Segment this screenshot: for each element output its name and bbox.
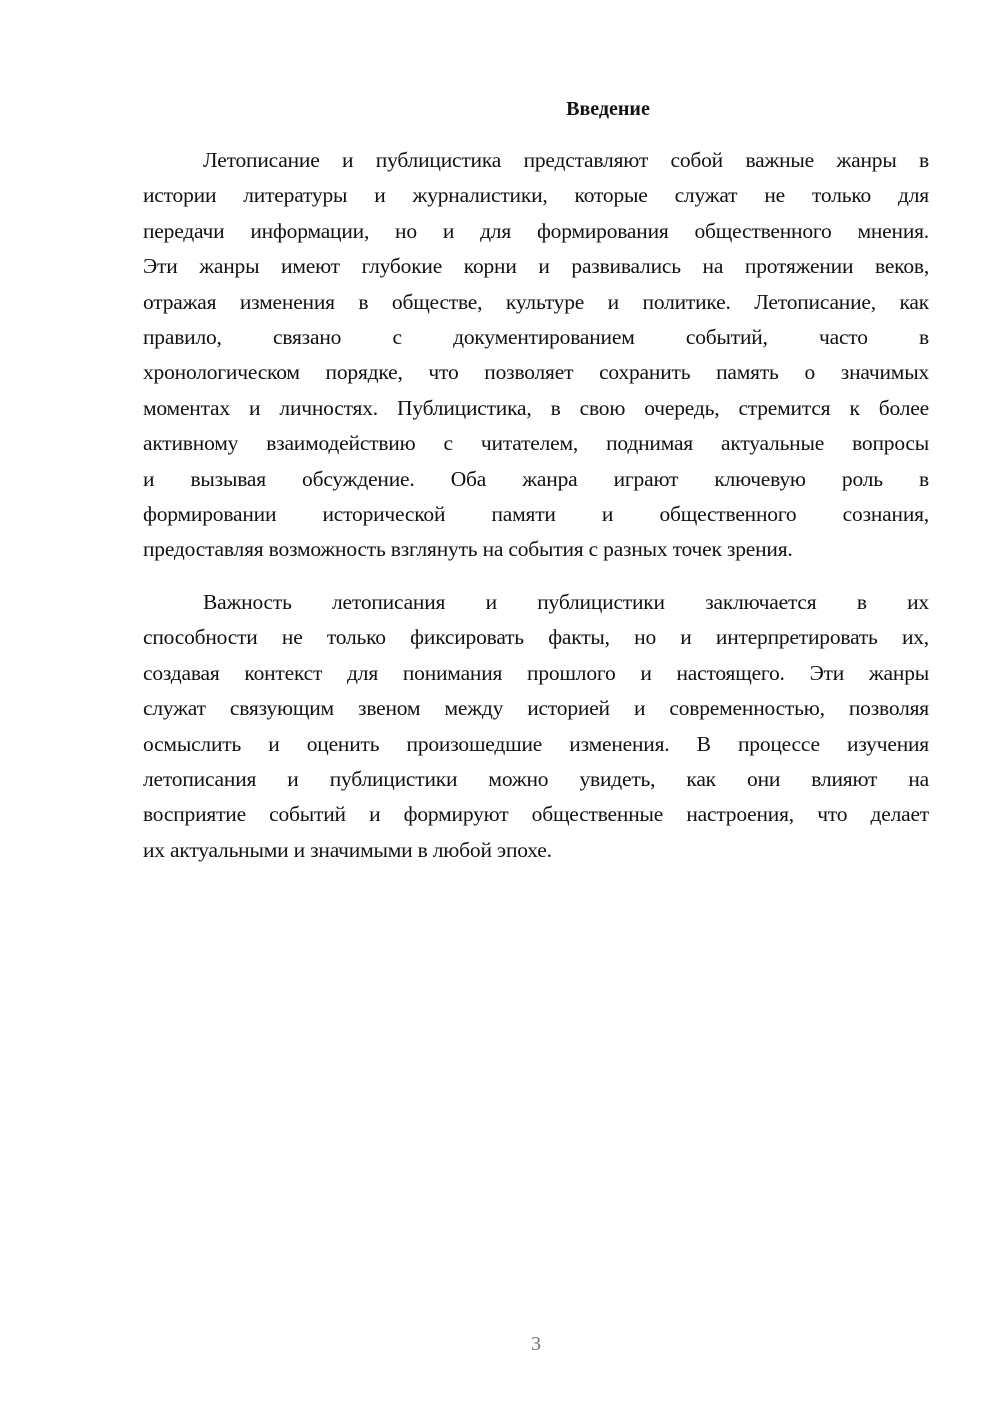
text-line: Эти жанры имеют глубокие корни и развивались на протяжении веков, <box>143 254 929 279</box>
text-line: хронологическом порядке, что позволяет сохранить память о значимых <box>143 360 929 385</box>
text-line: моментах и личностях. Публицистика, в свою очередь, стремится к более <box>143 395 929 420</box>
section-title-text: Введение <box>566 98 650 120</box>
text-line: осмыслить и оценить произошедшие изменения. В процессе изучения <box>143 731 929 756</box>
text-line: истории литературы и журналистики, которые служат не только для <box>143 183 929 208</box>
text-line: Важность летописания и публицистики заключается в их <box>203 590 929 614</box>
text-line: создавая контекст для понимания прошлого и настоящего. Эти жанры <box>143 660 929 685</box>
text-line: и вызывая обсуждение. Оба жанра играют ключевую роль в <box>143 466 929 491</box>
text-line: активному взаимодействию с читателем, поднимая актуальные вопросы <box>143 431 929 456</box>
page-number: 3 <box>531 1333 541 1355</box>
text-line: отражая изменения в обществе, культуре и политике. Летописание, как <box>143 289 929 314</box>
text-line: способности не только фиксировать факты, но и интерпретировать их, <box>143 625 929 650</box>
text-line: формировании исторической памяти и общественного сознания, <box>143 502 929 527</box>
text-line: их актуальными и значимыми в любой эпохе. <box>143 837 552 862</box>
text-line: правило, связано с документированием событий, часто в <box>143 325 929 350</box>
text-line: восприятие событий и формируют общественные настроения, что делает <box>143 802 929 827</box>
text-line: Летописание и публицистика представляют собой важные жанры в <box>203 148 929 172</box>
text-line: летописания и публицистики можно увидеть, как они влияют на <box>143 767 929 792</box>
paragraph-2 <box>143 585 929 868</box>
text-line: предоставляя возможность взглянуть на события с разных точек зрения. <box>143 537 793 562</box>
text-line: передачи информации, но и для формирования общественного мнения. <box>143 218 929 243</box>
section-title <box>72 98 1000 121</box>
paragraph-1 <box>143 143 929 568</box>
text-line: служат связующим звеном между историей и современностью, позволяя <box>143 696 929 721</box>
